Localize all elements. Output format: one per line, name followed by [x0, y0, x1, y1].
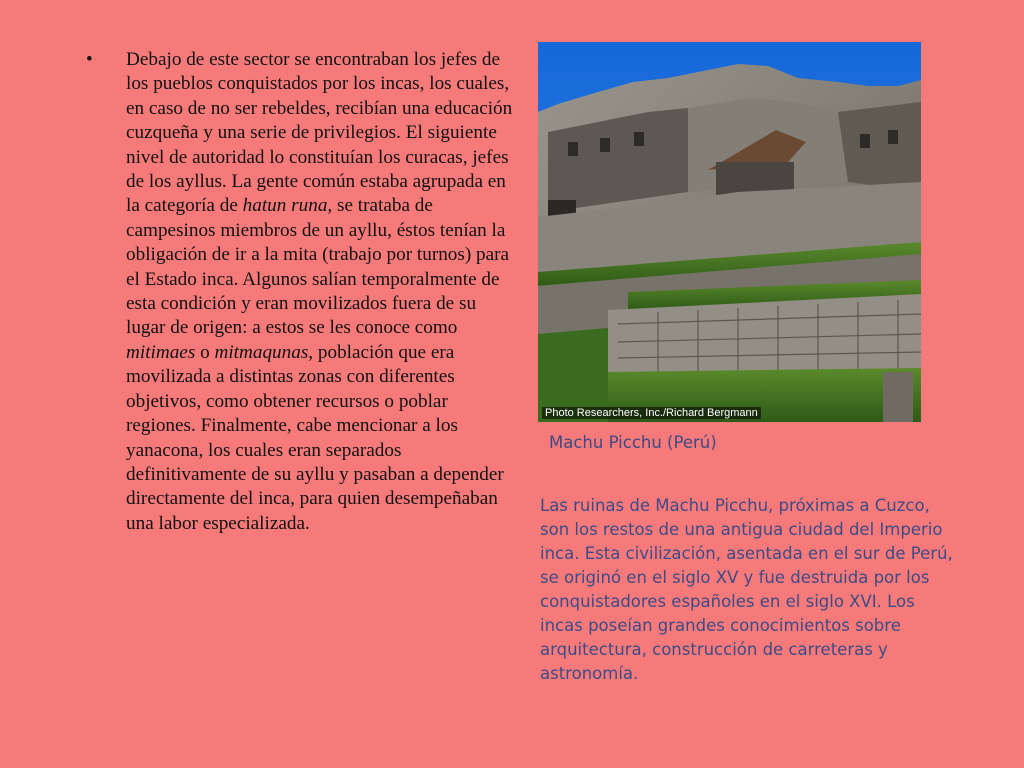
ruins-illustration [538, 42, 921, 422]
machu-picchu-photo [538, 42, 921, 422]
text-part-4: población que era movilizada a distintas zonas con diferentes objetivos, como obtener recursos o poblar regiones. Finalmente, cabe mencionar a los yanacona, los cuales eran separados definitivamente de su ayllu y pasaban a depender directamente del inca, para quien desempeñaban una labor especializada. [126, 341, 504, 534]
term-hatun-runa: hatun runa, [242, 195, 333, 217]
text-part-2: se trataba de campesinos miembros de un ayllu, éstos tenían la obligación de ir a la mita (trabajo por turnos) para el Estado inca. Algunos salían temporalmente de esta condición y eran movilizados fuera de su lugar de origen: a estos se les conoce como [126, 195, 510, 339]
term-mitmaqunas: mitmaqunas, [214, 341, 314, 363]
main-bullet-paragraph [80, 48, 520, 536]
bullet-text [126, 48, 520, 536]
photo-description: Las ruinas de Machu Picchu, próximas a Cuzco, son los restos de una antigua ciudad del Imperio inca. Esta civilización, asentada en el sur de Perú, se originó en el siglo XV y fue destruida por los conquistadores españoles en el siglo XVI. Los incas poseían grandes conocimientos sobre arquitectura, construcción de carreteras y astronomía. [540, 496, 953, 683]
bullet-marker: • [86, 49, 93, 70]
text-part-3: o [195, 341, 215, 363]
term-mitimaes: mitimaes [126, 341, 196, 363]
photo-caption: Machu Picchu (Perú) [549, 433, 717, 452]
text-part-1: Debajo de este sector se encontraban los jefes de los pueblos conquistados por los incas, los cuales, en caso de no ser rebeldes, recibían una educación cuzqueña y una serie de privilegios. El siguiente nivel de autoridad lo constituían los curacas, jefes de los ayllus. La gente común estaba agrupada en la categoría de [126, 49, 513, 217]
photo-credit: Photo Researchers, Inc./Richard Bergmann [542, 407, 761, 419]
